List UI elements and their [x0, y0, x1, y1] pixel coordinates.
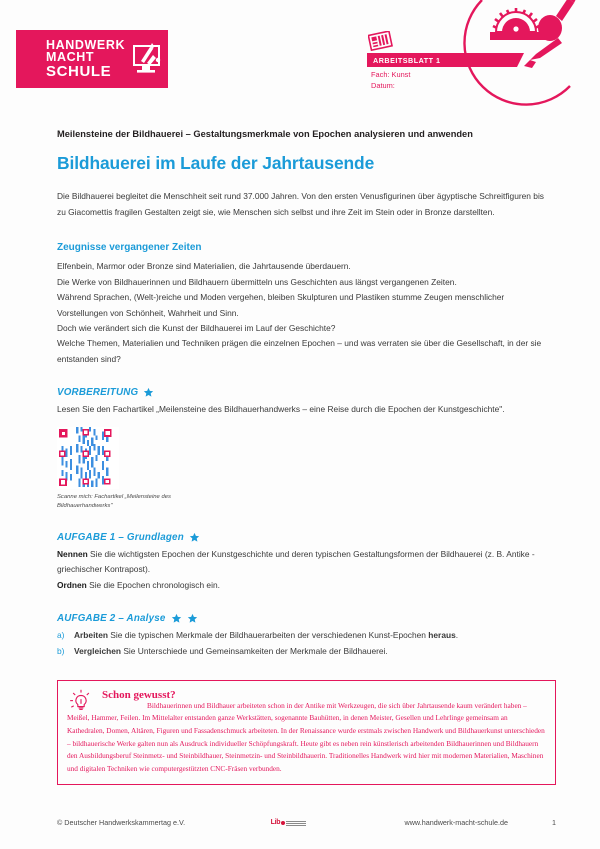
list-verb: Vergleichen [74, 645, 122, 656]
body-line: Welche Themen, Materialien und Techniken prägen die einzelnen Epochen – und was verraten sie über die Gesellschaft, in der sie entstanden sind? [57, 338, 542, 364]
partner-logo-bars [286, 820, 306, 826]
section-heading-zeugnisse: Zeugnisse vergangener Zeiten [57, 242, 202, 254]
brand-logo-text [24, 39, 125, 80]
brand-logo-line3: SCHULE [46, 63, 112, 81]
document-subtitle: Meilensteine der Bildhauerei – Gestaltungsmerkmale von Epochen analysieren und anwenden [57, 129, 473, 139]
star-icon [187, 613, 198, 624]
subject-label: Fach: Kunst [371, 70, 411, 79]
brand-logo-line1: HANDWERK [46, 37, 126, 52]
body-line: Doch wie verändert sich die Kunst der Bildhauerei im Lauf der Geschichte? [57, 322, 336, 333]
list-marker: b) [57, 645, 65, 656]
list-marker: a) [57, 630, 65, 640]
list-tail: . [455, 630, 459, 640]
list-text [74, 628, 458, 644]
intro-paragraph: Die Bildhauerei begleitet die Menschheit seit rund 37.000 Jahren. Von den ersten Venusfigurinen über ägyptische Schreitfiguren bis zu Giacomettis fragilen Gestalten zeigt sie, wie Menschen sich selbst und ihre Zeit im Stein oder in Bronze darstellten. [57, 191, 544, 217]
section-body-zeugnisse [57, 259, 556, 367]
list-item [57, 628, 556, 644]
fact-box-text [67, 700, 545, 775]
vorbereitung-label: VORBEREITUNG [57, 387, 139, 399]
aufgabe-1-rest-2: Sie die Epochen chronologisch ein. [86, 579, 220, 590]
worksheet-banner: ARBEITSBLATT 1 [367, 53, 517, 67]
aufgabe-1-line-1 [57, 547, 549, 578]
aufgabe-1-heading [57, 532, 556, 543]
aufgabe-1-line-2 [57, 578, 549, 593]
brand-logo-line2: MACHT [46, 50, 95, 65]
aufgabe-1-rest-1: Sie die wichtigsten Epochen der Kunstgeschichte und deren typischen Gestaltungsformen der Bildhauerei (z. B. Antike - griechischer Kontrapost). [57, 549, 535, 575]
footer-copyright: © Deutscher Handwerkskammertag e.V. [57, 818, 186, 827]
aufgabe-1-label: AUFGABE 1 – Grundlagen [57, 532, 184, 544]
star-icon [171, 613, 182, 624]
page-title: Bildhauerei im Laufe der Jahrtausende [57, 153, 375, 174]
qr-caption: Scanne mich: Fachartikel „Meilensteine des Bildhauerhandwerks" [57, 493, 171, 510]
monitor-with-tools-icon [125, 39, 165, 79]
partner-logo-dot [281, 821, 285, 825]
date-label: Datum: [371, 81, 395, 91]
aufgabe-2-list [57, 628, 556, 660]
list-middle: Sie die typischen Merkmale der Bildhauerarbeiten der verschiedenen Kunst-Epochen [107, 630, 429, 640]
vorbereitung-body [57, 402, 556, 417]
star-icon [143, 387, 154, 398]
vorbereitung-text: Lesen Sie den Fachartikel „Meilensteine des Bildhauerhandwerks – eine Reise durch die Epochen der Kunstgeschichte". [57, 404, 505, 415]
aufgabe-1-verb-1: Nennen [57, 549, 88, 560]
partner-logo-text: Lib [270, 819, 281, 826]
vorbereitung-heading [57, 387, 556, 398]
star-icon [189, 532, 200, 543]
partner-logo [271, 819, 307, 826]
worksheet-meta [371, 69, 410, 92]
fact-box-body: Bildhauerinnen und Bildhauer arbeiteten schon in der Antike mit Werkzeugen, die sich über Jahrtausende kaum verändert haben – Meißel, Hammer, Feilen. Im Mittelalter entstanden ganze Werkstätten, sogenannte Bauhütten, in denen Meister, Gesellen und Lehrlinge gemeinsam an Kathedralen, Domen, Altären, Figuren und Fassadenschmuck arbeiteten. In der Renaissance wurde erstmals zwischen Handwerk und Bildhauerkunst unterschieden – bildhauerische Werke galten nun als Ausdruck individueller Schöpfungskraft. Heute gibt es neben rein künstlerisch arbeitenden Bildhauerinnen und Bildhauern den Ausbildungsberuf Steinmetz- und Steinbildhauer, Steinmetzin- und Steinbildhauerin. Traditionelles Handwerk wird hier mit modernen Materialien, Maschinen und digitalen Techniken wie computergestützten CNC-Fräsen verbunden. [67, 700, 545, 773]
aufgabe-1-body [57, 547, 556, 593]
footer-url[interactable]: www.handwerk-macht-schule.de [404, 818, 508, 827]
qr-block [57, 427, 556, 512]
page-header [0, 0, 600, 112]
list-middle: Sie Unterschiede und Gemeinsamkeiten der Merkmale der Bildhauerei. [121, 645, 388, 656]
fact-box-title: Schon gewusst? [102, 688, 176, 701]
brand-logo [16, 30, 168, 88]
page-footer [0, 818, 600, 827]
page-content [0, 126, 600, 785]
list-item [57, 644, 556, 660]
body-line: Elfenbein, Marmor oder Bronze sind Materialien, die Jahrtausende überdauern. [57, 261, 351, 272]
aufgabe-2-heading [57, 613, 556, 624]
footer-page-number: 1 [552, 818, 556, 827]
list-text [74, 644, 388, 660]
fact-box [57, 680, 556, 785]
body-line: Während Sprachen, (Welt-)reiche und Moden vergehen, bleiben Skulpturen und Plastiken stumme Zeugen menschlicher Vorstellungen von Schönheit, Wahrheit und Sinn. [57, 292, 505, 318]
aufgabe-1-verb-2: Ordnen [57, 579, 87, 590]
ticket-icon [368, 31, 394, 53]
list-verb: Arbeiten [74, 630, 108, 640]
list-verb-end: heraus [428, 630, 456, 640]
body-line: Die Werke von Bildhauerinnen und Bildhauern übermitteln uns Geschichten aus längst vergangenen Zeiten. [57, 276, 457, 287]
aufgabe-2-label: AUFGABE 2 – Analyse [57, 613, 166, 624]
qr-code[interactable] [57, 427, 119, 489]
